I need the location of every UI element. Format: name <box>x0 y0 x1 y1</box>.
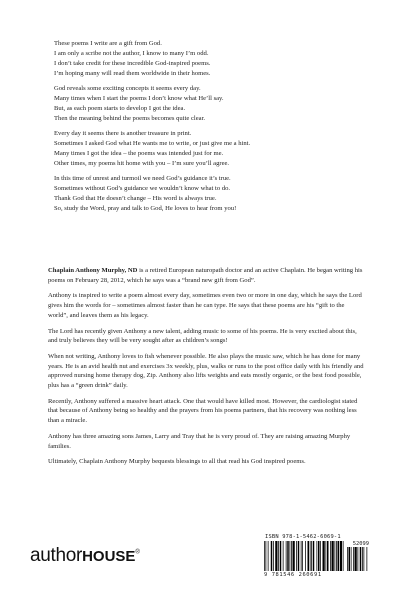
barcode-bar <box>326 541 327 571</box>
isbn-barcode <box>262 534 370 578</box>
barcode-bar <box>353 547 354 571</box>
poem-block <box>54 39 374 220</box>
barcode-bar <box>323 541 325 571</box>
barcode-bar <box>313 541 315 571</box>
logo-text-light: author <box>30 545 83 566</box>
barcode-bar <box>351 547 352 571</box>
barcode-bars <box>264 541 344 571</box>
barcode-bar <box>327 541 329 571</box>
barcode-bar <box>275 541 277 571</box>
barcode-bar <box>360 547 362 571</box>
barcode-bar <box>286 541 287 571</box>
barcode-bar <box>287 541 289 571</box>
barcode-bar <box>340 541 342 571</box>
barcode-bar <box>355 547 357 571</box>
bio-intro-text: is a retired European naturopath doctor and an active Chaplain. He began writing his poems on February 28, 2012, which he says was a “brand new gift from God”. <box>48 267 363 284</box>
poem-line: Thank God that He doesn’t change – His word is always true. <box>54 195 217 203</box>
barcode-bar <box>302 541 303 571</box>
barcode-bar <box>283 541 284 571</box>
barcode-bar <box>358 547 359 571</box>
poem-line: Then the meaning behind the poems becomes quite clear. <box>54 114 206 122</box>
barcode-bar <box>280 541 282 571</box>
barcode-bar <box>311 541 312 571</box>
barcode-bar <box>349 547 351 571</box>
barcode-bar <box>367 547 368 571</box>
barcode-bar <box>301 541 302 571</box>
poem-line: Every day it seems there is another treasure in print. <box>54 130 192 138</box>
barcode-supplement-bars <box>347 547 368 571</box>
barcode-bar <box>291 541 292 571</box>
barcode-bar <box>336 541 337 571</box>
barcode-bar <box>338 541 340 571</box>
barcode-bar <box>264 541 265 571</box>
poem-line: I don’t take credit for these incredible God-inspired poems. <box>54 59 211 67</box>
barcode-bar <box>364 547 365 571</box>
barcode-bar <box>320 541 321 571</box>
barcode-bar <box>266 541 267 571</box>
barcode-bar <box>298 541 300 571</box>
bio-paragraph: When not writing, Anthony loves to fish whenever possible. He also plays the music saw, which he has done for many years. He is an avid health nut and exercises 3x weekly, plus, walks or runs to the post office daily with his friendly and approved nursing home therapy dog, Zip. Anthony also lifts weights and eats mostly organic, or the best food possible, plus has a “green drink” daily. <box>48 352 364 390</box>
barcode-bar <box>290 541 291 571</box>
barcode-number: 9 781546 260691 <box>264 572 322 578</box>
poem-line: Other times, my poems hit home with you – I’m sure you’ll agree. <box>54 159 230 167</box>
barcode-bar <box>273 541 274 571</box>
barcode-bar <box>268 541 269 571</box>
poem-stanza <box>54 39 374 79</box>
barcode-bar <box>347 547 348 571</box>
barcode-bar <box>317 541 318 571</box>
author-bio <box>48 266 365 473</box>
bio-paragraph: The Lord has recently given Anthony a new talent, adding music to some of his poems. He is very excited about this, and truly believes they will be very sought after as children’s songs! <box>48 327 357 345</box>
poem-line: But, as each poem starts to develop I got the idea. <box>54 104 186 112</box>
poem-line: I’m hoping many will read them worldwide in their homes. <box>54 69 211 77</box>
barcode-bar <box>271 541 273 571</box>
poem-stanza <box>54 129 374 169</box>
poem-stanza <box>54 174 374 214</box>
poem-line: God reveals some exciting concepts it seems every day. <box>54 85 201 93</box>
isbn-label: ISBN 978-1-5462-6069-1 <box>265 534 341 540</box>
barcode-bar <box>293 541 295 571</box>
barcode-bar <box>318 541 320 571</box>
poem-line: So, study the Word, pray and talk to God, He loves to hear from you! <box>54 205 237 213</box>
price-code: 52099 <box>352 541 369 547</box>
logo-text-bold: HOUSE <box>82 548 136 565</box>
barcode-bar <box>305 541 306 571</box>
poem-line: Many times when I start the poems I don’t know what He’ll say. <box>54 95 224 103</box>
barcode-bar <box>335 541 336 571</box>
author-name: Chaplain Anthony Murphy, ND <box>48 267 138 274</box>
poem-line: Many times I got the idea – the poems was intended just for me. <box>54 150 224 158</box>
bio-paragraph-intro <box>48 266 365 285</box>
poem-line: I am only a scribe not the author, I know to many I’m odd. <box>54 49 209 57</box>
barcode-bar <box>310 541 311 571</box>
bio-paragraph: Recently, Anthony suffered a massive heart attack. One that would have killed most. However, the cardiologist stated that because of Anthony being so healthy and the prayers from his poems partners, that his recovery was nothing less than a miracle. <box>48 397 358 425</box>
poem-stanza <box>54 84 374 124</box>
barcode-bar <box>278 541 279 571</box>
poem-line: Sometimes I asked God what He wants me to write, or just give me a hint. <box>54 140 251 148</box>
poem-line: These poems I write are a gift from God. <box>54 40 162 47</box>
barcode-bar <box>308 541 310 571</box>
barcode-bar <box>296 541 297 571</box>
poem-line: In this time of unrest and turmoil we need God’s guidance it’s true. <box>54 175 231 183</box>
publisher-logo <box>30 545 140 567</box>
barcode-bar <box>343 541 344 571</box>
barcode-bar <box>332 541 334 571</box>
barcode-bar <box>330 541 331 571</box>
bio-paragraph: Anthony is inspired to write a poem almost every day, sometimes even two or more in one day, which he says the Lord gives him the words for – sometimes almost faster than he can type. He says that these poems are his “gift to the world”, and leaves them as his legacy. <box>48 292 362 319</box>
barcode-bar <box>362 547 363 571</box>
registered-mark: ® <box>135 549 140 556</box>
poem-line: Sometimes without God’s guidance we wouldn’t know what to do. <box>54 185 231 193</box>
bio-paragraph: Ultimately, Chaplain Anthony Murphy bequests blessings to all that read his God inspired poems. <box>48 458 306 466</box>
bio-paragraph: Anthony has three amazing sons James, Larry and Tray that he is very proud of. They are raising amazing Murphy families. <box>48 432 351 450</box>
